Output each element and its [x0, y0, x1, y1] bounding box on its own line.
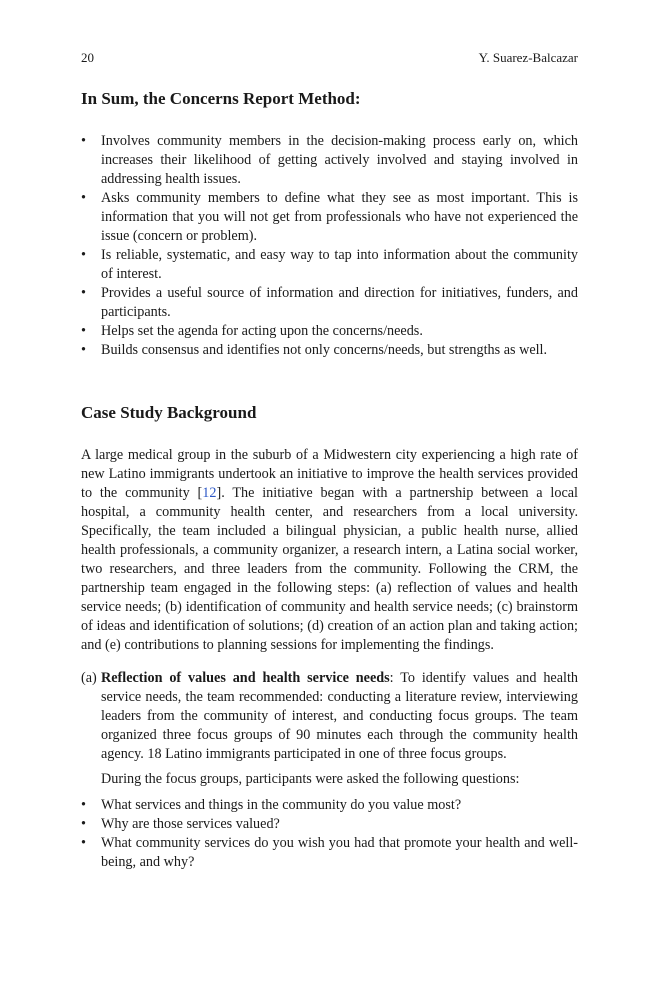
- list-item-text: What services and things in the community do you value most?: [101, 797, 462, 813]
- list-item-text: What community services do you wish you had that promote your health and well-being, and why?: [101, 835, 578, 870]
- bullet-marker: •: [81, 247, 86, 263]
- list-item-text: Asks community members to define what they see as most important. This is information that you will not get from professionals who have not experienced the issue (concern or problem).: [101, 190, 578, 244]
- list-item-text: Why are those services valued?: [101, 816, 280, 832]
- focus-group-intro-paragraph: During the focus groups, participants were asked the following questions:: [101, 771, 520, 787]
- bullet-marker: •: [81, 323, 86, 339]
- step-a-paragraph: [81, 669, 578, 764]
- bullet-marker: •: [81, 797, 86, 813]
- bullet-marker: •: [81, 133, 86, 149]
- bullet-marker: •: [81, 816, 86, 832]
- step-a-text: : To identify values and health service needs, the team recommended: conducting a literature review, interviewing leaders from the community of interest, and conducting focus groups. The team organized three focus groups of 90 minutes each through the community health agency. 18 Latino immigrants participated in one of three focus groups.: [101, 670, 578, 762]
- page-number: 20: [81, 50, 94, 65]
- citation-link[interactable]: 12: [202, 485, 217, 501]
- list-item-text: Builds consensus and identifies not only concerns/needs, but strengths as well.: [101, 342, 548, 358]
- section-heading-concerns-report: In Sum, the Concerns Report Method:: [81, 89, 361, 108]
- step-marker: (a): [81, 670, 97, 686]
- list-item: [81, 189, 578, 246]
- list-item-text: Provides a useful source of information and direction for initiatives, funders, and participants.: [101, 285, 578, 320]
- list-item: [81, 815, 578, 834]
- paragraph-text: ]. The initiative began with a partnership between a local hospital, a community health center, and researchers from a local university. Specifically, the team included a bilingual physician, a public health nurse, allied health professionals, a community organizer, a research intern, a Latina social worker, two researchers, and three leaders from the community. Following the CRM, the partnership team engaged in the following steps: (a) reflection of values and health service needs; (b) identification of community and health service needs; (c) brainstorm of ideas and identification of solutions; (d) creation of an action plan and taking action; and (e) contributions to planning sessions for implementing the findings.: [81, 485, 578, 653]
- bullet-marker: •: [81, 190, 86, 206]
- list-item: [81, 284, 578, 322]
- bullet-marker: •: [81, 285, 86, 301]
- list-item: [81, 341, 578, 360]
- list-item: [81, 246, 578, 284]
- bullet-marker: •: [81, 835, 86, 851]
- list-item: [81, 322, 578, 341]
- paragraph-text: A large medical group in the suburb of a Midwestern city experiencing a high rate of new Latino immigrants undertook an initiative to improve the health services provided to the community [: [81, 447, 578, 501]
- list-item: [81, 132, 578, 189]
- bullet-marker: •: [81, 342, 86, 358]
- case-study-paragraph: [81, 446, 578, 655]
- list-item: [81, 796, 578, 815]
- section-heading-case-study: Case Study Background: [81, 403, 257, 422]
- concerns-report-bullet-list: [81, 132, 578, 360]
- step-a-title: Reflection of values and health service needs: [101, 670, 390, 686]
- list-item-text: Helps set the agenda for acting upon the concerns/needs.: [101, 323, 423, 339]
- list-item-text: Involves community members in the decision-making process early on, which increases their likelihood of getting actively involved and staying involved in addressing health issues.: [101, 133, 578, 187]
- running-head-author: Y. Suarez-Balcazar: [478, 50, 578, 65]
- list-item: [81, 834, 578, 872]
- list-item-text: Is reliable, systematic, and easy way to tap into information about the community of interest.: [101, 247, 578, 282]
- focus-group-questions-list: [81, 796, 578, 872]
